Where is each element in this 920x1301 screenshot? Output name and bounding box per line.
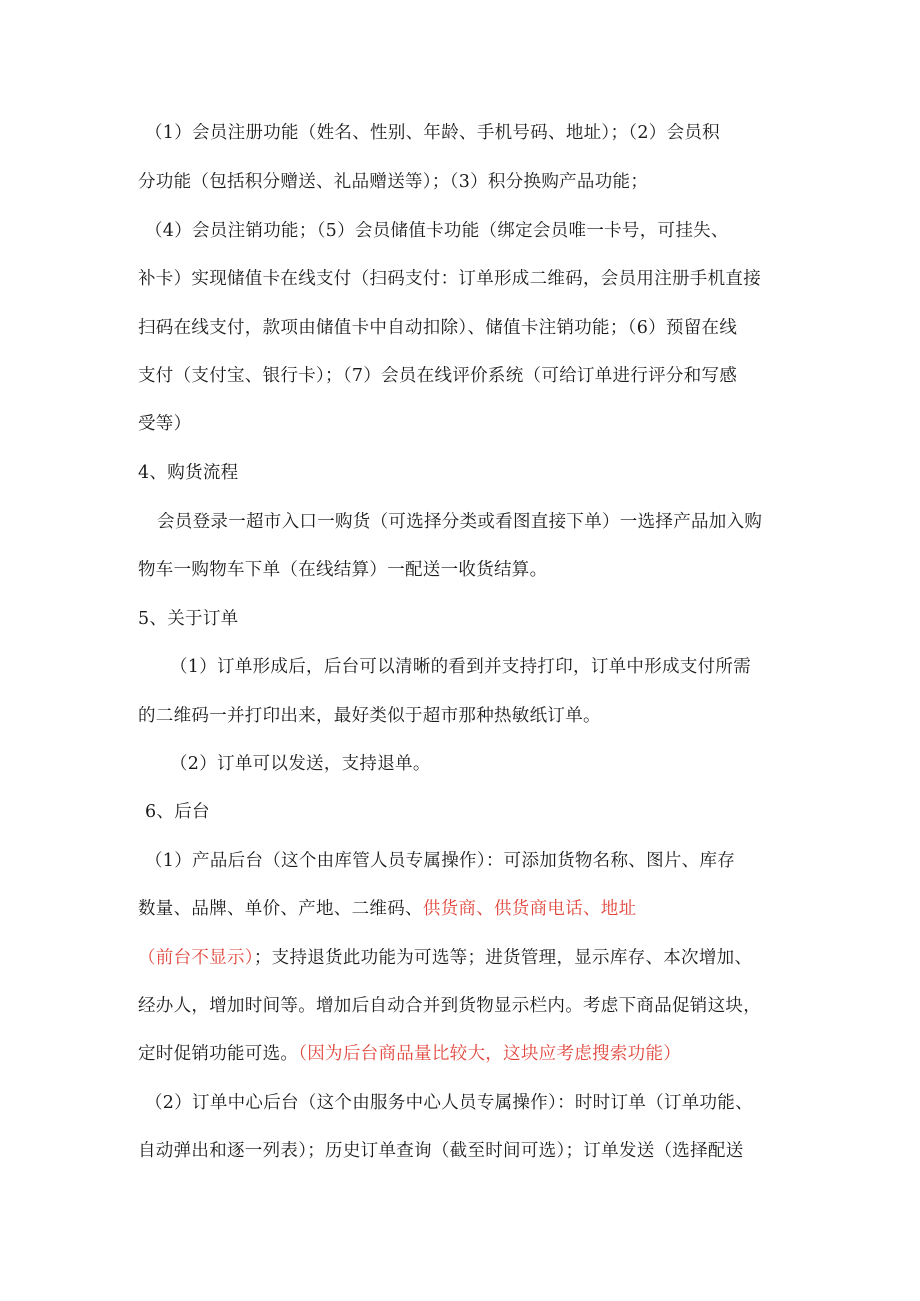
line-text: 经办人，增加时间等。增加后自动合并到货物显示栏内。考虑下商品促销这块， bbox=[138, 996, 761, 1016]
paragraph-line bbox=[145, 849, 735, 873]
line-text: 物车一购物车下单（在线结算）一配送一收货结算。 bbox=[138, 560, 548, 580]
line-text: 补卡）实现储值卡在线支付（扫码支付：订单形成二维码，会员用注册手机直接 bbox=[138, 269, 761, 289]
line-text: （2）订单可以发送，支持退单。 bbox=[170, 754, 431, 774]
section-heading bbox=[138, 461, 238, 485]
heading-text: 4、购货流程 bbox=[138, 463, 239, 483]
line-text: 受等） bbox=[138, 414, 192, 434]
paragraph-line bbox=[138, 994, 761, 1018]
line-text: 分功能（包括积分赠送、礼品赠送等）；（3）积分换购产品功能； bbox=[138, 172, 649, 192]
heading-text: 5、关于订单 bbox=[138, 609, 239, 629]
line-text: （1）订单形成后，后台可以清晰的看到并支持打印，订单中形成支付所需 bbox=[170, 657, 752, 677]
paragraph-line bbox=[138, 364, 737, 388]
heading-text: 6、后台 bbox=[145, 802, 210, 822]
highlighted-text: （前台不显示） bbox=[138, 948, 254, 968]
line-text: （2）订单中心后台（这个由服务中心人员专属操作）：时时订单（订单功能、 bbox=[145, 1093, 753, 1113]
paragraph-line bbox=[138, 704, 601, 728]
paragraph-line bbox=[145, 219, 729, 243]
section-heading bbox=[138, 607, 238, 631]
paragraph-line bbox=[138, 897, 636, 921]
line-text: 支付（支付宝、银行卡）；（7）会员在线评价系统（可给订单进行评分和写感 bbox=[138, 366, 738, 386]
section-heading bbox=[145, 800, 210, 824]
paragraph-line bbox=[138, 1139, 744, 1163]
line-text: （1）产品后台（这个由库管人员专属操作）：可添加货物名称、图片、库存 bbox=[145, 851, 736, 871]
paragraph-line bbox=[138, 412, 191, 436]
line-text: （4）会员注销功能；（5）会员储值卡功能（绑定会员唯一卡号，可挂失、 bbox=[145, 221, 729, 241]
paragraph-line bbox=[138, 946, 752, 970]
highlighted-text: （因为后台商品量比较大，这块应考虑搜索功能） bbox=[298, 1044, 682, 1064]
line-text: 数量、品牌、单价、产地、二维码、 bbox=[138, 899, 423, 919]
line-text: ；支持退货此功能为可选等；进货管理，显示库存、本次增加、 bbox=[253, 948, 753, 968]
line-text: 定时促销功能可选。 bbox=[138, 1044, 299, 1064]
paragraph-line bbox=[170, 752, 431, 776]
paragraph-line bbox=[138, 1042, 681, 1066]
line-text: 扫码在线支付，款项由储值卡中自动扣除）、储值卡注销功能；（6）预留在线 bbox=[138, 318, 738, 338]
paragraph-line bbox=[145, 121, 720, 145]
paragraph-line bbox=[170, 655, 751, 679]
paragraph-line bbox=[138, 170, 648, 194]
paragraph-line bbox=[145, 1091, 753, 1115]
highlighted-text: 供货商、供货商电话、地址 bbox=[422, 899, 637, 919]
line-text: 的二维码一并打印出来，最好类似于超市那种热敏纸订单。 bbox=[138, 706, 601, 726]
line-text: 自动弹出和逐一列表）；历史订单查询（截至时间可选）；订单发送（选择配送 bbox=[138, 1141, 744, 1161]
line-text: （1）会员注册功能（姓名、性别、年龄、手机号码、地址）；（2）会员积 bbox=[145, 123, 720, 143]
paragraph-line bbox=[157, 510, 762, 534]
paragraph-line bbox=[138, 267, 761, 291]
paragraph-line bbox=[138, 316, 737, 340]
paragraph-line bbox=[138, 558, 547, 582]
line-text: 会员登录一超市入口一购货（可选择分类或看图直接下单）一选择产品加入购 bbox=[157, 512, 763, 532]
